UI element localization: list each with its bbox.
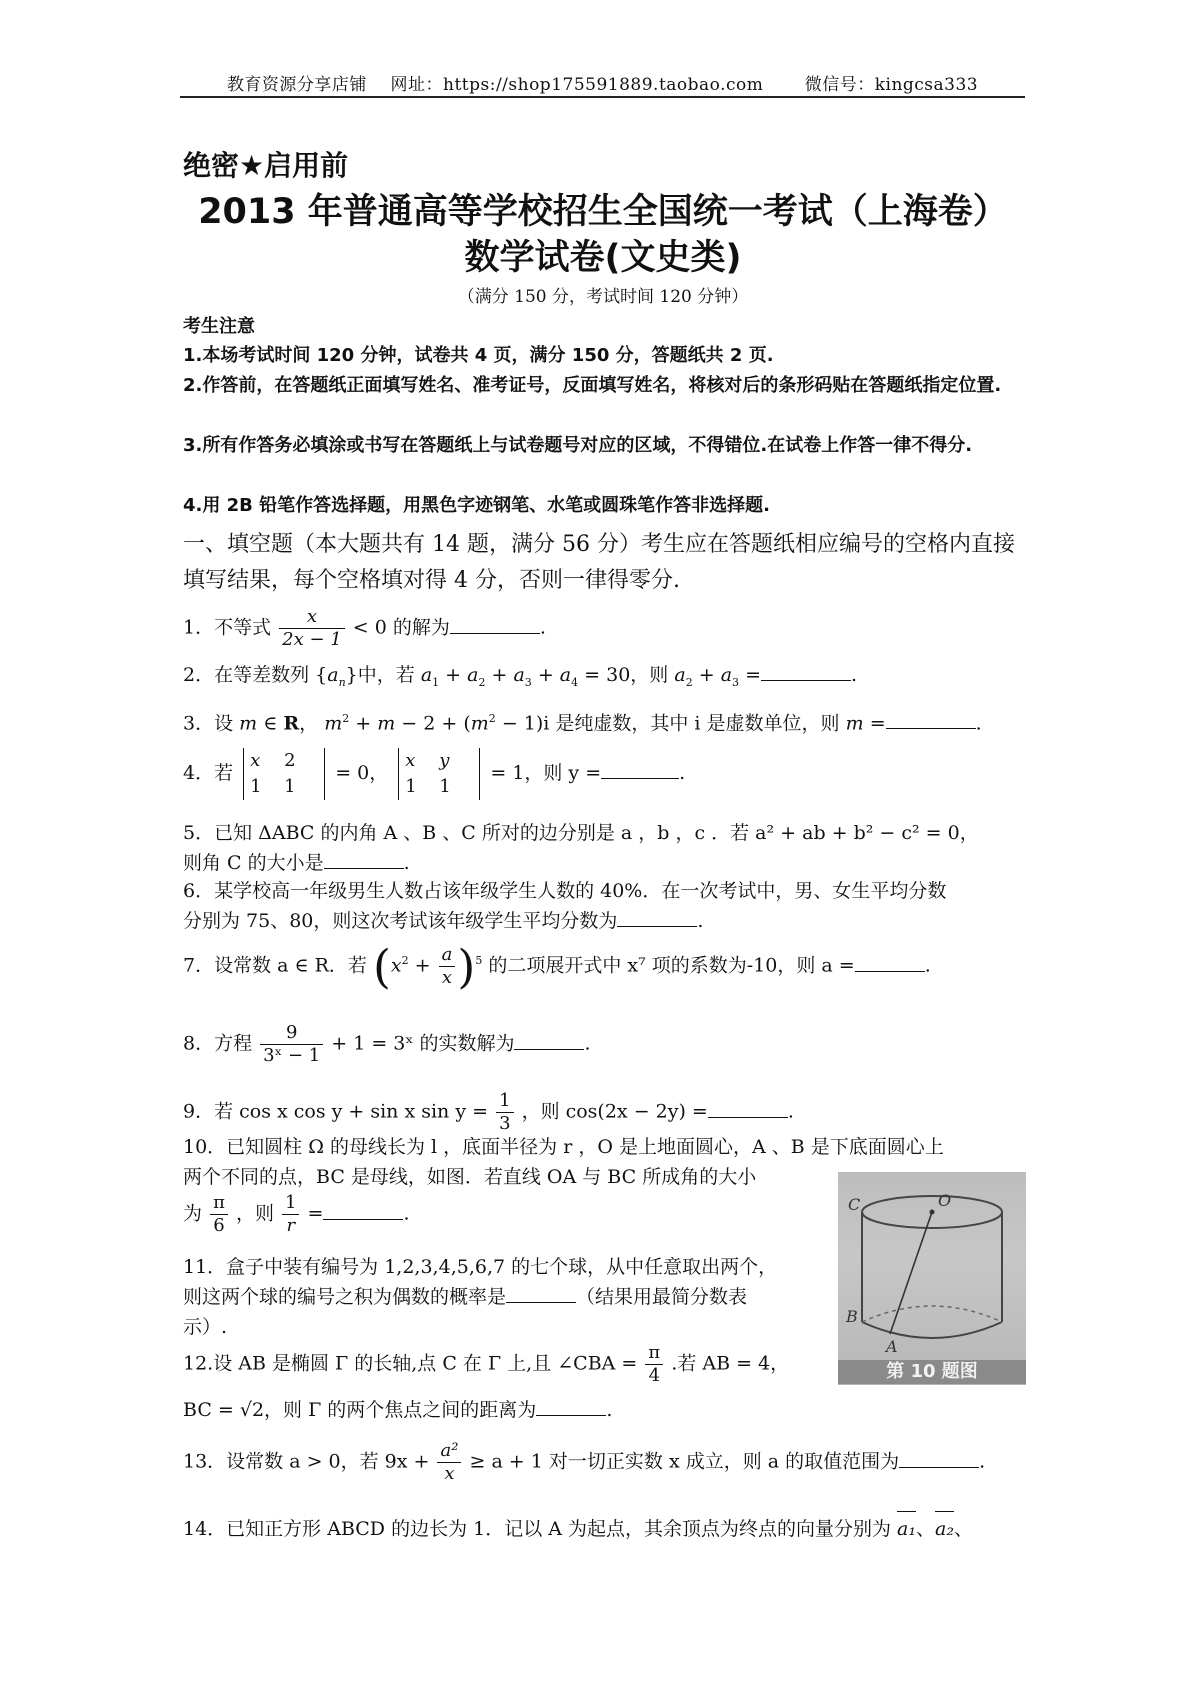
question-2: 2．在等差数列 $\{a_n\}$中，若 $a_1 + a_2 + a_3 + a_4 = 30$，则 $a_2 + a_3$ = . (183, 664, 858, 689)
question-13: 13．设常数 a > 0，若 9x + $\frac{\text{a²}}{x}$ ≥ a + 1 对一切正实数 x 成立，则 a 的取值范围为 . (183, 1440, 986, 1484)
wechat-label: 微信号： (804, 75, 875, 95)
fraction: $\frac{x}{2x - 1}$ (279, 606, 345, 651)
question-10: 10．已知圆柱 Ω 的母线长为 l ，底面半径为 r ，O 是上地面圆心，A 、B 是下底面圆心上 两个不同的点，BC 是母线，如图．若直线 OA 与 BC 所成角的大小 为 $\frac{\pi}{6}$ ，则 $\frac{1}{r}$ = . (183, 1136, 944, 1236)
fraction: $\frac{1}{r}$ (282, 1192, 299, 1237)
figure-caption: 第 10 题图 (838, 1360, 1026, 1384)
fraction: $\frac{\pi}{6}$ (210, 1192, 228, 1237)
question-5: 5．已知 ΔABC 的内角 A 、B 、C 所对的边分别是 a ，b ，c ．若 a² + ab + b² − c² = 0， 则角 C 的大小是 . (183, 822, 979, 874)
question-8: 8．方程 $\frac{9}{\text{3ˣ − 1}}$ + 1 = 3ˣ 的实数解为 . (183, 1022, 591, 1066)
shop-name: 教育资源分享店铺 (226, 75, 367, 95)
notice-title: 考生注意 (183, 316, 255, 337)
fraction: $\frac{\pi}{4}$ (645, 1342, 663, 1387)
svg-text:C: C (848, 1195, 861, 1214)
notice-item: 3.所有作答务必填涂或书写在答题纸上与试卷题号对应的区域，不得错位.在试卷上作答一律不得分. (183, 435, 973, 456)
full-score-note: （满分 150 分，考试时间 120 分钟） (457, 287, 749, 307)
vector-a2: a₂ (935, 1514, 954, 1544)
answer-blank[interactable] (855, 953, 925, 972)
fraction: $\frac{9}{\text{3ˣ − 1}}$ (260, 1022, 323, 1067)
notice-item: 2.作答前，在答题纸正面填写姓名、准考证号，反面填写姓名，将核对后的条形码贴在答题纸指定位置. (183, 375, 1002, 396)
question-11: 11．盒子中装有编号为 1,2,3,4,5,6,7 的七个球，从中任意取出两个， 则这两个球的编号之积为偶数的概率是 （结果用最简分数表 示）. (183, 1256, 778, 1338)
shop-url[interactable]: https://shop175591889.taobao.com (443, 75, 764, 95)
answer-blank[interactable] (601, 760, 679, 779)
answer-blank[interactable] (324, 850, 404, 869)
question-7: 7．设常数 a ∈ R．若 ($x^2$ + $\frac{a}{x}$ )$^5$ 的二项展开式中 x⁷ 项的系数为-10，则 a = . (183, 939, 931, 994)
header-divider (180, 96, 1025, 98)
answer-blank[interactable] (886, 710, 976, 729)
vector-a1: a₁ (897, 1514, 916, 1544)
answer-blank[interactable] (536, 1397, 606, 1416)
answer-blank[interactable] (617, 908, 697, 927)
fraction: $\frac{1}{3}$ (496, 1090, 513, 1135)
notice-item: 1.本场考试时间 120 分钟，试卷共 4 页，满分 150 分，答题纸共 2 页. (183, 345, 774, 366)
wechat-id: kingcsa333 (874, 75, 979, 95)
answer-blank[interactable] (450, 615, 540, 634)
question-3: 3．设 m ∈ R， $m^2 + m - 2 + (m^2 - 1)i$ 是纯虚数，其中 i 是虚数单位，则 m = . (183, 712, 982, 735)
cylinder-diagram (838, 1172, 1026, 1385)
answer-blank[interactable] (899, 1449, 979, 1468)
fraction: $\frac{a}{x}$ (439, 944, 456, 989)
question-1: 1．不等式 $\frac{x}{2x - 1}$ < 0 的解为 . (183, 606, 546, 650)
section-header: 一、填空题（本大题共有 14 题，满分 56 分）考生应在答题纸相应编号的空格内直接填写结果，每个空格填对得 4 分，否则一律得零分. (183, 532, 1015, 593)
answer-blank[interactable] (708, 1099, 788, 1118)
question-9: 9．若 cos x cos y + sin x sin y = $\frac{1}{3}$ ，则 cos(2x − 2y) = . (183, 1090, 794, 1134)
answer-blank[interactable] (506, 1284, 576, 1303)
page-header (180, 70, 1025, 95)
determinant: x 2 1 1 (243, 748, 325, 800)
svg-text:O: O (938, 1191, 952, 1210)
answer-blank[interactable] (323, 1201, 403, 1220)
answer-blank[interactable] (514, 1031, 584, 1050)
notice-item: 4.用 2B 铅笔作答选择题，用黑色字迹钢笔、水笔或圆珠笔作答非选择题. (183, 495, 770, 516)
exam-subtitle: 数学试卷(文史类) (464, 238, 742, 278)
question-4: 4．若 x 2 1 1 = 0， x y 1 1 = 1，则 y = . (183, 748, 1028, 800)
question-14: 14．已知正方形 ABCD 的边长为 1．记以 A 为起点，其余顶点为终点的向量分别为 a₁、a₂、 (183, 1514, 1028, 1544)
svg-text:A: A (886, 1337, 898, 1356)
site-label: 网址： (390, 75, 443, 95)
secret-label: 绝密★启用前 (183, 149, 349, 182)
fraction: $\frac{\text{a²}}{x}$ (437, 1440, 461, 1485)
question-12: 12.设 AB 是椭圆 Γ 的长轴,点 C 在 Γ 上,且 ∠CBA = $\frac{\pi}{4}$ .若 AB = 4， BC = √2，则 Γ 的两个焦点之间的距离为 . (183, 1342, 790, 1421)
cylinder-figure (838, 1172, 1026, 1385)
answer-blank[interactable] (761, 662, 851, 681)
svg-text:B: B (846, 1307, 858, 1326)
exam-title: 2013 年普通高等学校招生全国统一考试（上海卷） (198, 192, 1008, 232)
determinant: x y 1 1 (398, 748, 480, 800)
question-6: 6．某学校高一年级男生人数占该年级学生人数的 40%．在一次考试中，男、女生平均分数 分别为 75、80，则这次考试该年级学生平均分数为 . (183, 880, 947, 932)
